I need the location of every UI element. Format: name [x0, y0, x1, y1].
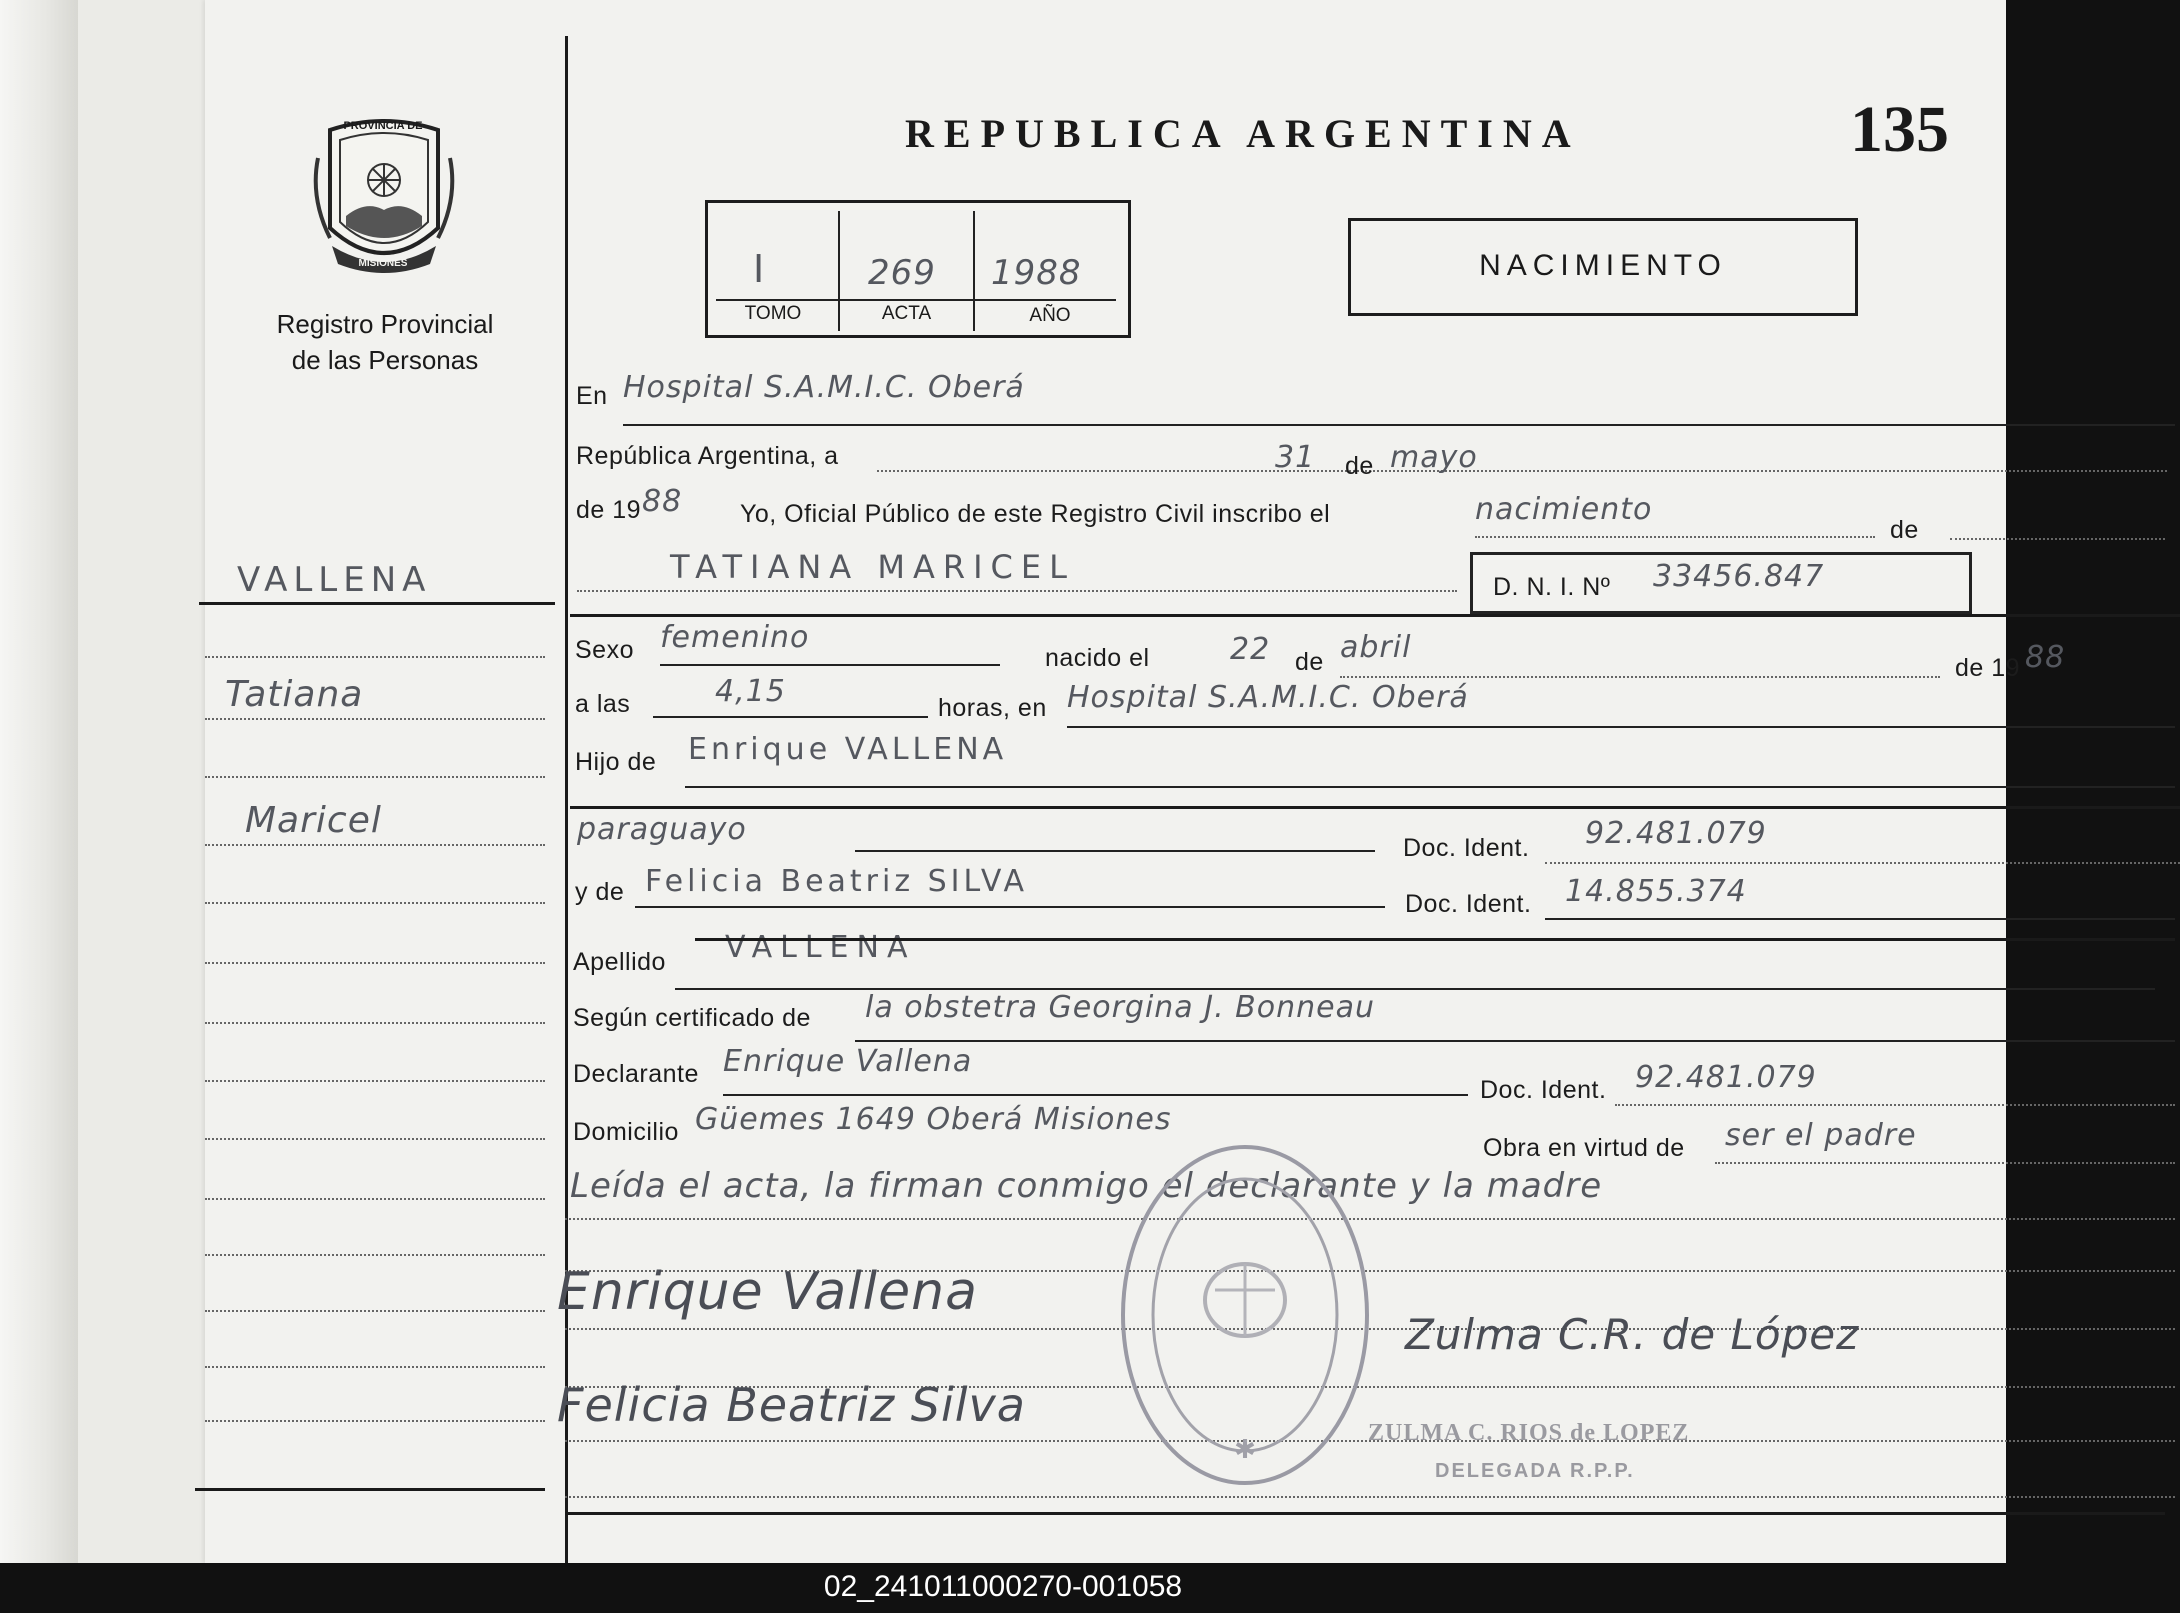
dni-box — [1470, 552, 1972, 614]
official-signature: Zulma C.R. de López — [1405, 1310, 1860, 1359]
field-line — [1715, 1162, 2175, 1164]
margin-line — [205, 1310, 545, 1312]
domicilio-label: Domicilio — [573, 1118, 679, 1146]
birth-place: Hospital S.A.M.I.C. Oberá — [1067, 680, 1469, 715]
margin-surname-rule — [199, 602, 555, 605]
margin-line — [205, 718, 545, 720]
official-stamp-name: ZULMA C. RIOS de LOPEZ — [1368, 1420, 1690, 1446]
de19-label-2: de 19 — [1955, 654, 2021, 682]
field-line — [635, 906, 1385, 908]
month-value: mayo — [1390, 440, 1478, 475]
obra-value: ser el padre — [1725, 1118, 1917, 1153]
hijo-label: Hijo de — [575, 748, 657, 776]
registry-seal-icon — [1115, 1140, 1375, 1490]
field-line — [1615, 1104, 2175, 1106]
obra-label: Obra en virtud de — [1483, 1134, 1685, 1162]
margin-line — [205, 776, 545, 778]
father-name: Enrique VALLENA — [688, 732, 1008, 767]
en-label: En — [576, 382, 608, 410]
mother-doc: 14.855.374 — [1565, 874, 1747, 909]
registry-name — [235, 306, 535, 378]
margin-line — [205, 1366, 545, 1368]
sexo-value: femenino — [660, 620, 810, 655]
field-line — [1067, 726, 2175, 728]
field-line — [877, 470, 2167, 472]
acta-value: 269 — [868, 253, 936, 293]
margin-line — [205, 902, 545, 904]
margin-line — [205, 1420, 545, 1422]
mother-doc-label: Doc. Ident. — [1405, 890, 1532, 918]
official-stamp-title: DELEGADA R.P.P. — [1435, 1460, 1635, 1482]
margin-first-name: Tatiana — [225, 674, 364, 715]
field-line — [723, 1094, 1468, 1096]
de-label-2: de — [1890, 516, 1919, 544]
domicilio-value: Güemes 1649 Oberá Misiones — [695, 1102, 1172, 1137]
birth-month: abril — [1340, 630, 1412, 665]
section-rule — [695, 938, 2175, 941]
father-doc-label: Doc. Ident. — [1403, 834, 1530, 862]
act-type-value: nacimiento — [1475, 492, 1653, 527]
country-title: REPUBLICA ARGENTINA — [905, 111, 1581, 156]
page-number: 135 — [1850, 93, 1949, 166]
year-suffix: 88 — [642, 484, 683, 519]
margin-bottom-rule — [195, 1488, 545, 1491]
margin-line — [205, 1254, 545, 1256]
certificado-label: Según certificado de — [573, 1004, 811, 1032]
declarante-value: Enrique Vallena — [723, 1044, 973, 1079]
de-label-3: de — [1295, 648, 1324, 676]
margin-line — [205, 1080, 545, 1082]
nacido-label: nacido el — [1045, 644, 1150, 672]
svg-text:✱: ✱ — [1234, 1434, 1256, 1464]
margin-line — [205, 1138, 545, 1140]
republica-label: República Argentina, a — [576, 442, 839, 470]
birth-day: 22 — [1230, 632, 1271, 667]
anio-value: 1988 — [991, 253, 1082, 293]
apellido-label: Apellido — [573, 948, 666, 976]
margin-line — [205, 844, 545, 846]
record-type-label: NACIMIENTO — [1479, 249, 1727, 282]
father-signature: Enrique Vallena — [557, 1262, 978, 1322]
birth-year-suffix: 88 — [2025, 640, 2066, 675]
binding-gutter — [0, 0, 78, 1563]
sexo-label: Sexo — [575, 636, 634, 664]
acta-label: ACTA — [881, 303, 932, 324]
field-line — [1545, 862, 2180, 864]
horas-label: horas, en — [938, 694, 1047, 722]
tomo-label: TOMO — [744, 303, 802, 324]
closing-text: Leída el acta, la firman conmigo el declarante y la madre — [570, 1166, 1603, 1206]
child-name: TATIANA MARICEL — [670, 548, 1075, 586]
field-line — [653, 716, 928, 718]
image-caption: 02_241011000270-001058 — [823, 1570, 1183, 1603]
de19-label: de 19 — [576, 496, 642, 524]
declarante-label: Declarante — [573, 1060, 699, 1088]
field-line — [855, 1040, 2175, 1042]
margin-line — [205, 1022, 545, 1024]
margin-surname: VALLENA — [237, 560, 432, 600]
declarante-doc: 92.481.079 — [1635, 1060, 1817, 1095]
margin-line — [205, 962, 545, 964]
registry-line-1: Registro Provincial — [276, 309, 494, 339]
dni-label: D. N. I. Nº — [1493, 573, 1611, 601]
field-line — [685, 786, 2175, 788]
field-line — [1950, 538, 2165, 540]
dni-value: 33456.847 — [1653, 559, 1825, 594]
section-rule — [570, 614, 2180, 617]
father-nationality: paraguayo — [577, 812, 747, 847]
place-value: Hospital S.A.M.I.C. Oberá — [623, 370, 1025, 405]
certificado-value: la obstetra Georgina J. Bonneau — [865, 990, 1375, 1025]
margin-second-name: Maricel — [245, 800, 382, 841]
field-line — [855, 850, 1375, 852]
de-label: de — [1345, 452, 1374, 480]
birth-time: 4,15 — [715, 674, 786, 709]
tomo-value: I — [753, 247, 766, 291]
declarante-doc-label: Doc. Ident. — [1480, 1076, 1607, 1104]
yde-label: y de — [575, 878, 625, 906]
section-rule — [570, 806, 2180, 809]
alas-label: a las — [575, 690, 631, 718]
record-type-box — [1348, 218, 1858, 316]
field-line — [565, 1496, 2175, 1498]
field-line — [623, 424, 2175, 426]
mother-signature: Felicia Beatriz Silva — [557, 1378, 1026, 1432]
misiones-crest-icon — [310, 118, 458, 278]
margin-line — [205, 1198, 545, 1200]
day-value: 31 — [1275, 440, 1316, 475]
crest-bottom-text: MISIONES — [358, 258, 408, 269]
record-number-box — [705, 200, 1131, 338]
field-line — [1475, 536, 1875, 538]
bottom-rule — [565, 1512, 2165, 1515]
column-divider — [565, 36, 568, 1563]
father-doc: 92.481.079 — [1585, 816, 1767, 851]
field-line — [1545, 918, 2175, 920]
margin-line — [205, 656, 545, 658]
field-line — [577, 590, 1457, 592]
crest-top-text: PROVINCIA DE — [343, 120, 423, 132]
certificate-sheet — [205, 0, 2066, 1563]
field-line — [660, 664, 1000, 666]
mother-name: Felicia Beatriz SILVA — [645, 864, 1029, 899]
field-line — [1340, 676, 1940, 678]
anio-label: AÑO — [1029, 305, 1071, 326]
apellido-value: VALLENA — [725, 930, 916, 965]
yo-label: Yo, Oficial Público de este Registro Civil inscribo el — [740, 500, 1331, 528]
registry-line-2: de las Personas — [291, 345, 479, 375]
